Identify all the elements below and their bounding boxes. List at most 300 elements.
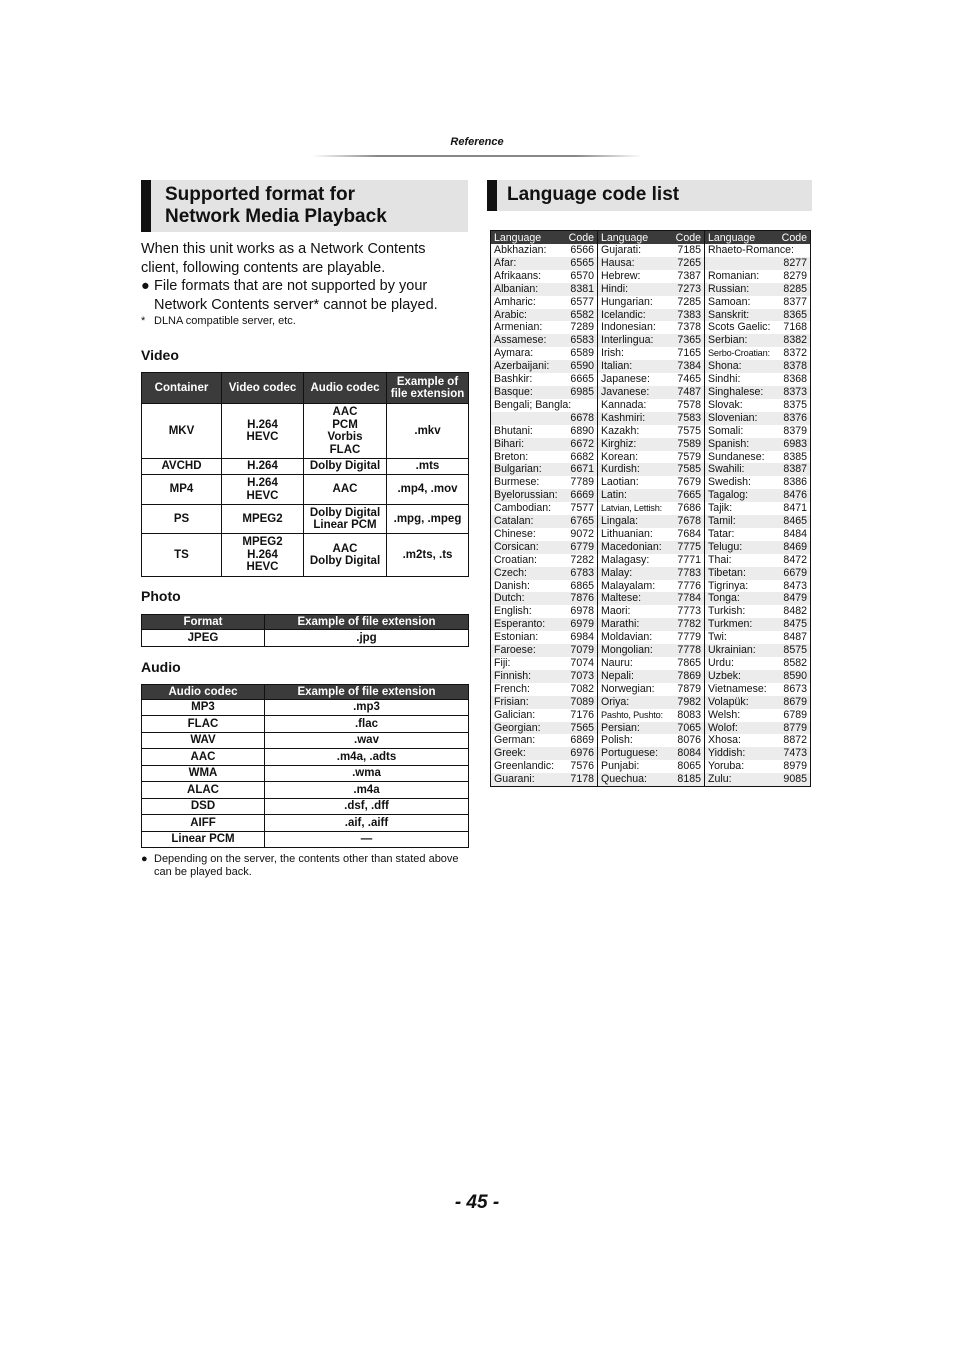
language-name: Rhaeto-Romance: bbox=[708, 244, 794, 256]
language-row bbox=[491, 438, 811, 451]
language-code: 8475 bbox=[778, 618, 811, 631]
language-code: 7879 bbox=[670, 683, 705, 696]
language-code: 6565 bbox=[563, 257, 598, 270]
language-row bbox=[491, 283, 811, 296]
language-name: English: bbox=[494, 605, 532, 618]
language-code: 7387 bbox=[670, 270, 705, 283]
language-name: Serbo-Croatian: bbox=[708, 348, 770, 359]
language-name: Azerbaijani: bbox=[491, 360, 563, 373]
language-name: Volapük: bbox=[705, 696, 778, 709]
language-name: Lithuanian: bbox=[601, 527, 653, 540]
language-name: Somali: bbox=[708, 424, 744, 437]
language-name: Uzbek: bbox=[705, 670, 778, 683]
language-header: Language bbox=[491, 231, 563, 245]
language-code: 7089 bbox=[563, 696, 598, 709]
language-name: Indonesian: bbox=[601, 321, 656, 334]
language-code: 6682 bbox=[563, 451, 598, 464]
language-code: 7565 bbox=[563, 722, 598, 735]
video-table-cell: AAC PCM Vorbis FLAC bbox=[304, 404, 387, 459]
language-code: 6678 bbox=[563, 412, 598, 425]
language-name: Pashto, Pushto: bbox=[601, 709, 663, 720]
language-code: 6979 bbox=[563, 618, 598, 631]
language-name: Croatian: bbox=[494, 553, 537, 566]
page-number: - 45 - bbox=[454, 1192, 500, 1213]
language-code: 8373 bbox=[778, 386, 811, 399]
language-name: Bhutani: bbox=[494, 424, 533, 437]
audio-table-cell: Linear PCM bbox=[142, 832, 265, 848]
language-code: 8590 bbox=[778, 670, 811, 683]
language-name: Tonga: bbox=[705, 592, 778, 605]
language-name: Greek: bbox=[491, 747, 563, 760]
audio-table-cell: AIFF bbox=[142, 815, 265, 832]
language-name: Scots Gaelic: bbox=[708, 321, 771, 334]
language-code: 8471 bbox=[783, 502, 807, 515]
language-name: Moldavian: bbox=[601, 631, 653, 644]
language-code: 7585 bbox=[670, 463, 705, 476]
language-code: 7073 bbox=[563, 670, 598, 683]
language-row bbox=[491, 502, 811, 515]
language-name: Xhosa: bbox=[708, 734, 741, 747]
language-name: Esperanto: bbox=[491, 618, 563, 631]
language-code: 6976 bbox=[563, 747, 598, 760]
video-header-cell: Audio codec bbox=[304, 373, 387, 404]
audio-header-cell: Example of file extension bbox=[265, 685, 469, 700]
language-name: Thai: bbox=[708, 553, 732, 566]
language-code: 7775 bbox=[670, 541, 705, 554]
language-row bbox=[491, 683, 811, 696]
language-name: Dutch: bbox=[491, 592, 563, 605]
language-code: 8465 bbox=[778, 515, 811, 528]
language-code: 7383 bbox=[670, 309, 705, 322]
language-name: Ukrainian: bbox=[705, 644, 778, 657]
audio-table-cell: .m4a, .adts bbox=[265, 749, 469, 766]
language-code: 8487 bbox=[783, 631, 807, 644]
video-table-cell: H.264 HEVC bbox=[222, 404, 304, 459]
language-code-heading: Language code list bbox=[507, 184, 680, 205]
language-code: 7576 bbox=[563, 760, 598, 773]
bullet-dot-icon: ● bbox=[141, 853, 148, 865]
language-code: 8365 bbox=[778, 309, 811, 322]
language-code: 6869 bbox=[563, 734, 598, 747]
language-code: 6983 bbox=[778, 438, 811, 451]
language-code: 8484 bbox=[783, 527, 807, 540]
video-table-cell: .mp4, .mov bbox=[387, 475, 469, 505]
language-name: Greenlandic: bbox=[494, 760, 555, 773]
network-playback-heading-box bbox=[141, 180, 468, 232]
video-table-cell: Dolby Digital bbox=[304, 459, 387, 475]
language-name: Malagasy: bbox=[601, 553, 650, 566]
language-name: Sanskrit: bbox=[705, 309, 778, 322]
language-name: Kazakh: bbox=[601, 424, 640, 437]
language-name: Hungarian: bbox=[601, 295, 653, 308]
language-code: 6978 bbox=[563, 605, 598, 618]
language-code: 8482 bbox=[783, 605, 807, 618]
language-row bbox=[491, 709, 811, 722]
audio-table-row bbox=[142, 700, 469, 716]
language-code: 6566 bbox=[563, 244, 598, 257]
language-code: 8979 bbox=[783, 760, 807, 773]
language-code-table bbox=[490, 230, 811, 787]
audio-table-cell: .flac bbox=[265, 716, 469, 733]
language-name: Malayalam: bbox=[601, 579, 656, 592]
video-table-cell: .mts bbox=[387, 459, 469, 475]
language-name: Swedish: bbox=[708, 476, 751, 489]
language-row bbox=[491, 528, 811, 541]
language-code: 9085 bbox=[778, 773, 811, 786]
bullet-dot-icon: ● bbox=[141, 278, 150, 294]
language-row bbox=[491, 670, 811, 683]
language-code: 7285 bbox=[670, 296, 705, 309]
language-code: 6665 bbox=[563, 373, 598, 386]
language-row bbox=[491, 644, 811, 657]
language-name: Albanian: bbox=[491, 283, 563, 296]
language-code: 6779 bbox=[563, 541, 598, 554]
audio-table-cell: .wma bbox=[265, 766, 469, 782]
language-name: Maltese: bbox=[598, 592, 670, 605]
language-code: 8382 bbox=[778, 334, 811, 347]
language-name: Singhalese: bbox=[705, 386, 778, 399]
language-code: 8285 bbox=[778, 283, 811, 296]
audio-table-cell: MP3 bbox=[142, 700, 265, 716]
heading-line-2: Network Media Playback bbox=[165, 206, 387, 227]
language-header: Language bbox=[705, 231, 778, 245]
video-table-cell: PS bbox=[142, 505, 222, 534]
language-code: 8385 bbox=[783, 450, 807, 463]
video-table-cell: AAC Dolby Digital bbox=[304, 534, 387, 577]
language-name: Bihari: bbox=[491, 438, 563, 451]
language-name: Yoruba: bbox=[708, 760, 745, 773]
language-row bbox=[491, 257, 811, 270]
language-code: 6589 bbox=[563, 347, 598, 360]
language-code: 7773 bbox=[670, 605, 705, 618]
audio-footnote-text: Depending on the server, the contents other than stated above can be played back. bbox=[154, 853, 459, 878]
language-name: Sundanese: bbox=[708, 450, 765, 463]
language-name: Tajik: bbox=[708, 502, 733, 515]
language-code: 7165 bbox=[670, 347, 705, 360]
language-code: 6984 bbox=[563, 631, 598, 644]
audio-table-cell: .wav bbox=[265, 733, 469, 749]
video-table-cell: .mpg, .mpeg bbox=[387, 505, 469, 534]
language-code: 7065 bbox=[670, 722, 705, 735]
language-code: 7678 bbox=[670, 515, 705, 528]
language-code: 8083 bbox=[670, 709, 705, 722]
audio-table-cell: WAV bbox=[142, 733, 265, 749]
language-name: Nauru: bbox=[601, 657, 633, 669]
language-code: 8679 bbox=[778, 696, 811, 709]
language-code: 8279 bbox=[783, 269, 807, 282]
audio-subheading: Audio bbox=[141, 659, 181, 675]
audio-footnote bbox=[141, 853, 471, 879]
language-row bbox=[491, 605, 811, 618]
language-name: Hindi: bbox=[598, 283, 670, 296]
language-name: Kannada: bbox=[601, 398, 647, 411]
language-code: 7589 bbox=[670, 438, 705, 451]
code-header: Code bbox=[778, 231, 811, 245]
language-name: Fiji: bbox=[494, 657, 511, 669]
video-table-cell: MKV bbox=[142, 404, 222, 459]
language-code: 7365 bbox=[670, 334, 705, 347]
language-code: 7273 bbox=[670, 283, 705, 296]
language-code: 6783 bbox=[563, 567, 598, 580]
language-row bbox=[491, 425, 811, 438]
language-name: Turkmen: bbox=[705, 618, 778, 631]
language-name: Zulu: bbox=[705, 773, 778, 786]
language-code: 7473 bbox=[778, 747, 811, 760]
language-name: Assamese: bbox=[491, 334, 563, 347]
language-row bbox=[491, 360, 811, 373]
language-code: 8375 bbox=[783, 398, 807, 411]
footnote-mark: * bbox=[141, 315, 146, 327]
language-code: 7082 bbox=[563, 683, 598, 696]
language-code: 6890 bbox=[563, 425, 598, 438]
video-table-cell: .mkv bbox=[387, 404, 469, 459]
language-name bbox=[705, 257, 778, 270]
language-name: Maori: bbox=[601, 605, 631, 618]
language-row bbox=[491, 334, 811, 347]
language-name: Telugu: bbox=[705, 541, 778, 554]
language-name: Slovak: bbox=[708, 398, 743, 411]
language-name: Serbian: bbox=[705, 334, 778, 347]
language-row bbox=[491, 760, 811, 773]
language-code: 6577 bbox=[563, 296, 598, 309]
language-code: 7783 bbox=[670, 567, 705, 580]
language-row bbox=[491, 592, 811, 605]
language-code: 6671 bbox=[563, 463, 598, 476]
language-code: 6985 bbox=[563, 386, 598, 399]
bullet-text: File formats that are not supported by your Network Contents server* cannot be played. bbox=[154, 278, 438, 313]
language-name: Gujarati: bbox=[601, 244, 642, 256]
language-name: Russian: bbox=[705, 283, 778, 296]
intro-text bbox=[141, 240, 461, 314]
language-name: Tatar: bbox=[708, 527, 735, 540]
language-code: 6765 bbox=[563, 515, 598, 528]
language-row bbox=[491, 696, 811, 709]
language-name: Yiddish: bbox=[705, 747, 778, 760]
language-name: Arabic: bbox=[491, 309, 563, 322]
language-name: Kirghiz: bbox=[598, 438, 670, 451]
language-name: Macedonian: bbox=[598, 541, 670, 554]
video-table-cell: AVCHD bbox=[142, 459, 222, 475]
audio-format-table bbox=[141, 684, 469, 848]
language-name: Portuguese: bbox=[598, 747, 670, 760]
language-code: 7079 bbox=[563, 644, 598, 657]
language-row bbox=[491, 631, 811, 644]
language-name: Tagalog: bbox=[705, 489, 778, 502]
video-table-cell: H.264 bbox=[222, 459, 304, 475]
video-table-cell: AAC bbox=[304, 475, 387, 505]
language-row bbox=[491, 451, 811, 464]
language-name: Lingala: bbox=[598, 515, 670, 528]
language-row bbox=[491, 657, 811, 670]
language-name: Swahili: bbox=[705, 463, 778, 476]
footnote-text: DLNA compatible server, etc. bbox=[154, 315, 296, 327]
audio-table-row bbox=[142, 716, 469, 733]
audio-table-row bbox=[142, 766, 469, 782]
language-name: Javanese: bbox=[598, 386, 670, 399]
language-row bbox=[491, 515, 811, 528]
language-code: 7577 bbox=[563, 502, 598, 515]
language-code: 7178 bbox=[563, 773, 598, 786]
video-table-cell: MP4 bbox=[142, 475, 222, 505]
language-code: 7779 bbox=[670, 631, 705, 644]
language-code: 7487 bbox=[670, 386, 705, 399]
language-code: 7782 bbox=[670, 618, 705, 631]
language-row bbox=[491, 399, 811, 412]
language-name: Shona: bbox=[705, 360, 778, 373]
language-code-heading-box bbox=[487, 180, 812, 211]
video-subheading: Video bbox=[141, 347, 179, 363]
language-code: 8479 bbox=[778, 592, 811, 605]
language-code: 6590 bbox=[563, 360, 598, 373]
heading-line-1: Supported format for bbox=[165, 184, 355, 205]
audio-table-row bbox=[142, 832, 469, 848]
video-table-cell: .m2ts, .ts bbox=[387, 534, 469, 577]
language-name: Polish: bbox=[601, 734, 633, 747]
language-code: 7583 bbox=[670, 412, 705, 425]
language-row bbox=[491, 373, 811, 386]
language-row bbox=[491, 567, 811, 580]
language-name: Danish: bbox=[494, 579, 530, 592]
language-name: Norwegian: bbox=[601, 682, 655, 695]
language-name: Vietnamese: bbox=[708, 682, 767, 695]
language-code: 7465 bbox=[670, 373, 705, 386]
audio-table-cell: AAC bbox=[142, 749, 265, 766]
photo-format-table bbox=[141, 614, 469, 647]
language-row bbox=[491, 554, 811, 567]
audio-table-cell: DSD bbox=[142, 799, 265, 815]
audio-table-cell: FLAC bbox=[142, 716, 265, 733]
code-header: Code bbox=[563, 231, 598, 245]
language-code: 7074 bbox=[563, 657, 598, 670]
language-code: 7265 bbox=[670, 257, 705, 270]
language-name bbox=[491, 412, 563, 425]
language-header: Language bbox=[598, 231, 670, 245]
language-row bbox=[491, 773, 811, 786]
language-name: Interlingua: bbox=[598, 334, 670, 347]
photo-header-cell: Format bbox=[142, 615, 265, 630]
heading-marker-bar bbox=[487, 180, 497, 211]
photo-table-cell: JPEG bbox=[142, 630, 265, 647]
language-name: Welsh: bbox=[708, 708, 741, 721]
language-code: 6672 bbox=[563, 438, 598, 451]
language-code: 6789 bbox=[783, 708, 807, 721]
language-name: Basque: bbox=[491, 386, 563, 399]
language-code: 8582 bbox=[783, 657, 807, 669]
audio-table-row bbox=[142, 733, 469, 749]
language-code: 8076 bbox=[670, 734, 705, 747]
photo-header-cell: Example of file extension bbox=[265, 615, 469, 630]
language-name: Byelorussian: bbox=[491, 489, 563, 502]
language-code: 8472 bbox=[783, 553, 807, 566]
language-code: 8575 bbox=[778, 644, 811, 657]
video-table-row bbox=[142, 534, 469, 577]
language-name: Frisian: bbox=[491, 696, 563, 709]
language-name: Bengali; Bangla: bbox=[491, 399, 598, 412]
language-name: Burmese: bbox=[494, 476, 540, 489]
language-name: Breton: bbox=[494, 450, 529, 463]
heading-marker-bar bbox=[141, 180, 151, 232]
language-row bbox=[491, 618, 811, 631]
video-header-cell: Video codec bbox=[222, 373, 304, 404]
language-code: 8779 bbox=[778, 722, 811, 735]
audio-table-cell: .dsf, .dff bbox=[265, 799, 469, 815]
language-name: Mongolian: bbox=[598, 644, 670, 657]
language-row bbox=[491, 463, 811, 476]
audio-table-cell: .m4a bbox=[265, 782, 469, 799]
footnote-dlna bbox=[141, 315, 296, 327]
video-header-cell: Container bbox=[142, 373, 222, 404]
language-code: 7579 bbox=[670, 451, 705, 464]
language-code: 8469 bbox=[778, 541, 811, 554]
language-code: 8872 bbox=[783, 734, 807, 747]
language-code: 8673 bbox=[783, 682, 807, 695]
video-table-cell: TS bbox=[142, 534, 222, 577]
header-divider bbox=[312, 155, 642, 157]
language-name: Romanian: bbox=[708, 269, 760, 282]
language-name: Sindhi: bbox=[708, 373, 741, 386]
language-name: Wolof: bbox=[705, 722, 778, 735]
audio-table-cell: .aif, .aiff bbox=[265, 815, 469, 832]
video-table-row bbox=[142, 404, 469, 459]
language-code: 7575 bbox=[670, 425, 705, 438]
language-code: 6679 bbox=[778, 567, 811, 580]
language-code: 7168 bbox=[783, 321, 807, 334]
intro-paragraph: When this unit works as a Network Contents client, following contents are playable. bbox=[141, 241, 426, 276]
language-row bbox=[491, 412, 811, 425]
language-name: Persian: bbox=[598, 722, 670, 735]
language-name: Latvian, Lettish: bbox=[601, 503, 662, 514]
language-row bbox=[491, 270, 811, 283]
language-name: Abkhazian: bbox=[494, 244, 547, 256]
language-code: 8084 bbox=[670, 747, 705, 760]
audio-table-cell: WMA bbox=[142, 766, 265, 782]
video-table-row bbox=[142, 459, 469, 475]
language-row bbox=[491, 580, 811, 593]
language-code: 7776 bbox=[670, 580, 705, 593]
language-name: Turkish: bbox=[708, 605, 746, 618]
language-name: Urdu: bbox=[708, 657, 734, 669]
language-name: Afar: bbox=[491, 257, 563, 270]
language-row bbox=[491, 476, 811, 489]
language-code: 8185 bbox=[670, 773, 705, 786]
language-code: 7784 bbox=[670, 592, 705, 605]
language-name: Malay: bbox=[598, 567, 670, 580]
language-code: 8277 bbox=[778, 257, 811, 270]
language-name: Kurdish: bbox=[598, 463, 670, 476]
language-code: 7778 bbox=[670, 644, 705, 657]
audio-header-cell: Audio codec bbox=[142, 685, 265, 700]
language-name: Hebrew: bbox=[601, 269, 641, 282]
bullet-item bbox=[141, 277, 461, 314]
language-code: 8065 bbox=[670, 760, 705, 773]
language-row bbox=[491, 321, 811, 334]
language-name: Spanish: bbox=[705, 438, 778, 451]
language-name: Chinese: bbox=[494, 527, 536, 540]
video-table-row bbox=[142, 475, 469, 505]
language-name: Punjabi: bbox=[601, 760, 640, 773]
language-name: Cambodian: bbox=[494, 502, 552, 515]
language-code: 6669 bbox=[563, 489, 598, 502]
video-table-cell: Dolby Digital Linear PCM bbox=[304, 505, 387, 534]
language-name: Kashmiri: bbox=[598, 412, 670, 425]
language-name: Amharic: bbox=[494, 295, 536, 308]
video-header-cell: Example of file extension bbox=[387, 373, 469, 404]
code-header: Code bbox=[670, 231, 705, 245]
language-name: Guarani: bbox=[491, 773, 563, 786]
video-format-table bbox=[141, 372, 469, 577]
language-code: 8381 bbox=[563, 283, 598, 296]
language-name: Czech: bbox=[491, 567, 563, 580]
